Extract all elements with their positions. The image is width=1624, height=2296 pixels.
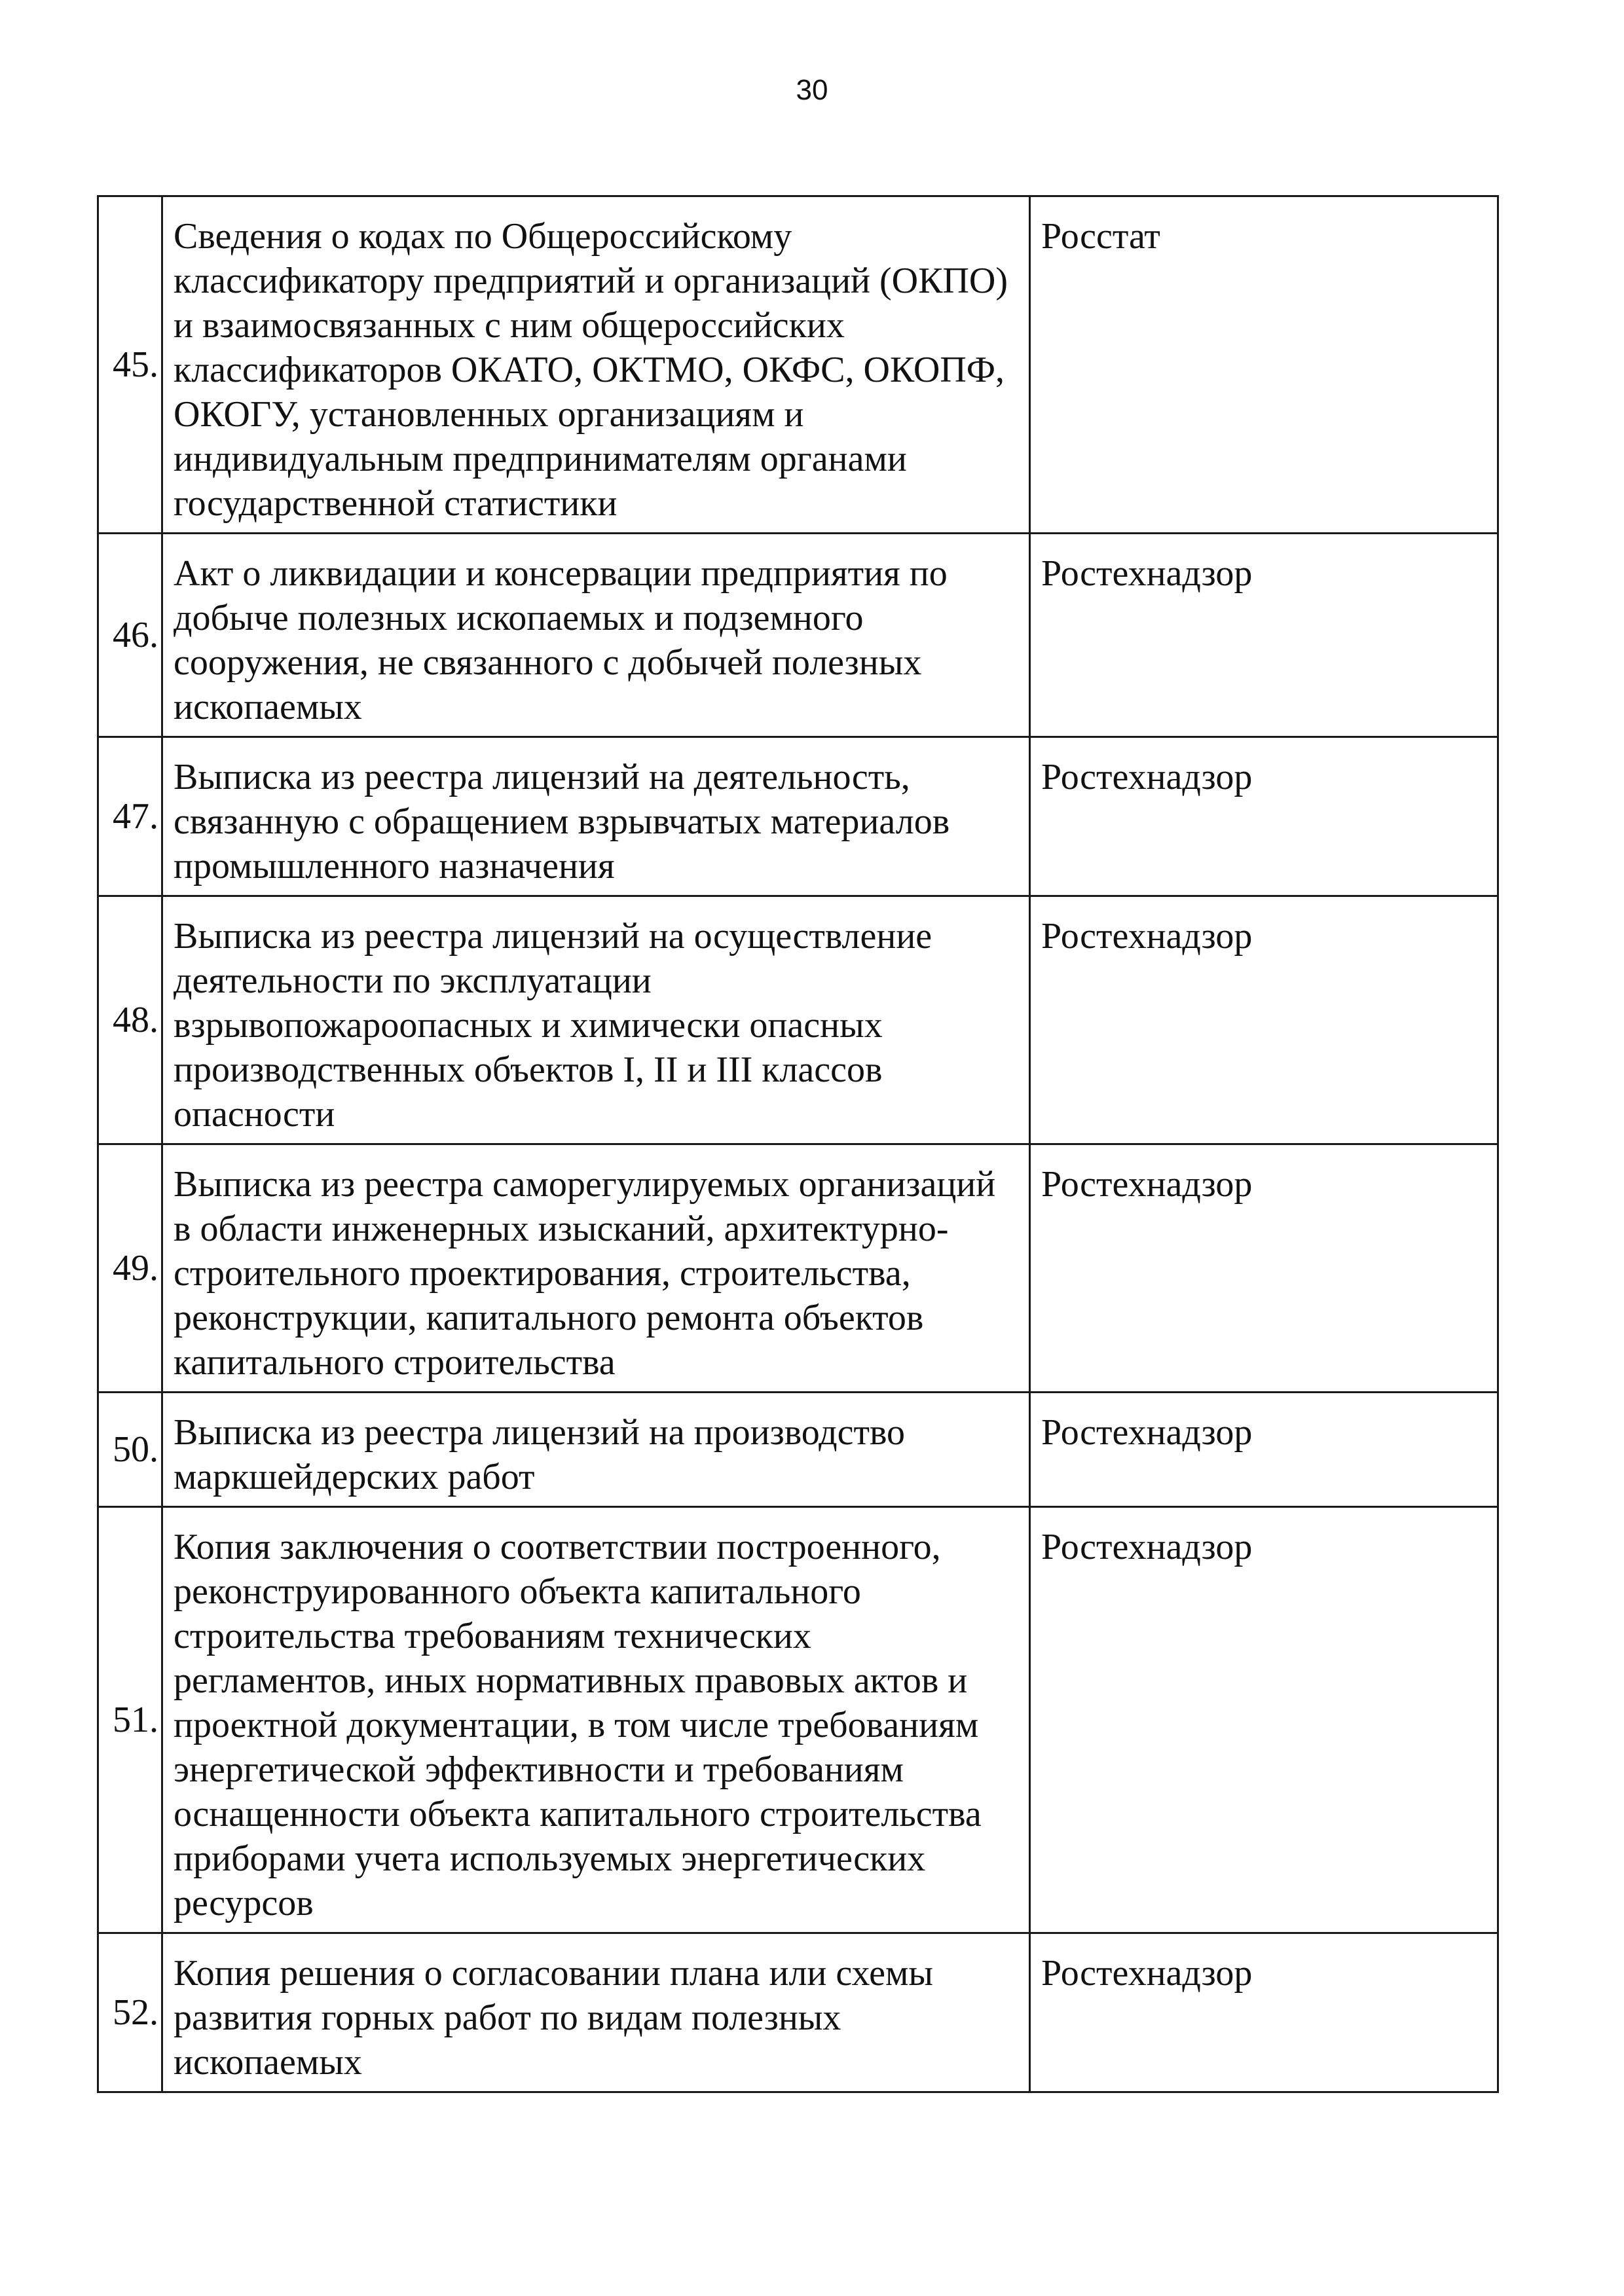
row-number: 48. (98, 896, 162, 1144)
row-description: Копия заключения о соответствии построенного, реконструированного объекта капитального строительства требованиям технических регламентов, иных нормативных правовых актов и проектной документации, в том числе требованиям энергетической эффективности и требованиям оснащенности объекта капитального строительства приборами учета используемых энергетических ресурсов (162, 1507, 1030, 1933)
row-agency: Ростехнадзор (1030, 1144, 1498, 1393)
row-number: 51. (98, 1507, 162, 1933)
page-number: 30 (796, 74, 828, 106)
table-row (98, 1144, 1498, 1393)
row-number: 45. (98, 196, 162, 534)
row-description: Акт о ликвидации и консервации предприятия по добыче полезных ископаемых и подземного сооружения, не связанного с добычей полезных ископаемых (162, 534, 1030, 737)
row-number: 46. (98, 534, 162, 737)
row-description: Выписка из реестра лицензий на деятельность, связанную с обращением взрывчатых материалов промышленного назначения (162, 737, 1030, 896)
table-row (98, 1393, 1498, 1507)
row-agency: Ростехнадзор (1030, 737, 1498, 896)
table-row (98, 1933, 1498, 2092)
row-description: Выписка из реестра саморегулируемых организаций в области инженерных изысканий, архитектурно-строительного проектирования, строительства, реконструкции, капитального ремонта объектов капитального строительства (162, 1144, 1030, 1393)
row-description: Копия решения о согласовании плана или схемы развития горных работ по видам полезных ископаемых (162, 1933, 1030, 2092)
row-agency: Ростехнадзор (1030, 534, 1498, 737)
row-agency: Ростехнадзор (1030, 1933, 1498, 2092)
row-number: 49. (98, 1144, 162, 1393)
row-agency: Росстат (1030, 196, 1498, 534)
row-agency: Ростехнадзор (1030, 896, 1498, 1144)
row-number: 50. (98, 1393, 162, 1507)
documents-table (97, 195, 1499, 2093)
table-row (98, 896, 1498, 1144)
table-row (98, 1507, 1498, 1933)
table-row (98, 196, 1498, 534)
row-agency: Ростехнадзор (1030, 1507, 1498, 1933)
row-description: Сведения о кодах по Общероссийскому классификатору предприятий и организаций (ОКПО) и взаимосвязанных с ним общероссийских классификаторов ОКАТО, ОКТМО, ОКФС, ОКОПФ, ОКОГУ, установленных организациям и индивидуальным предпринимателям органами государственной статистики (162, 196, 1030, 534)
row-description: Выписка из реестра лицензий на осуществление деятельности по эксплуатации взрывопожароопасных и химически опасных производственных объектов I, II и III классов опасности (162, 896, 1030, 1144)
row-agency: Ростехнадзор (1030, 1393, 1498, 1507)
row-description: Выписка из реестра лицензий на производство маркшейдерских работ (162, 1393, 1030, 1507)
table-row (98, 737, 1498, 896)
row-number: 47. (98, 737, 162, 896)
row-number: 52. (98, 1933, 162, 2092)
table-row (98, 534, 1498, 737)
